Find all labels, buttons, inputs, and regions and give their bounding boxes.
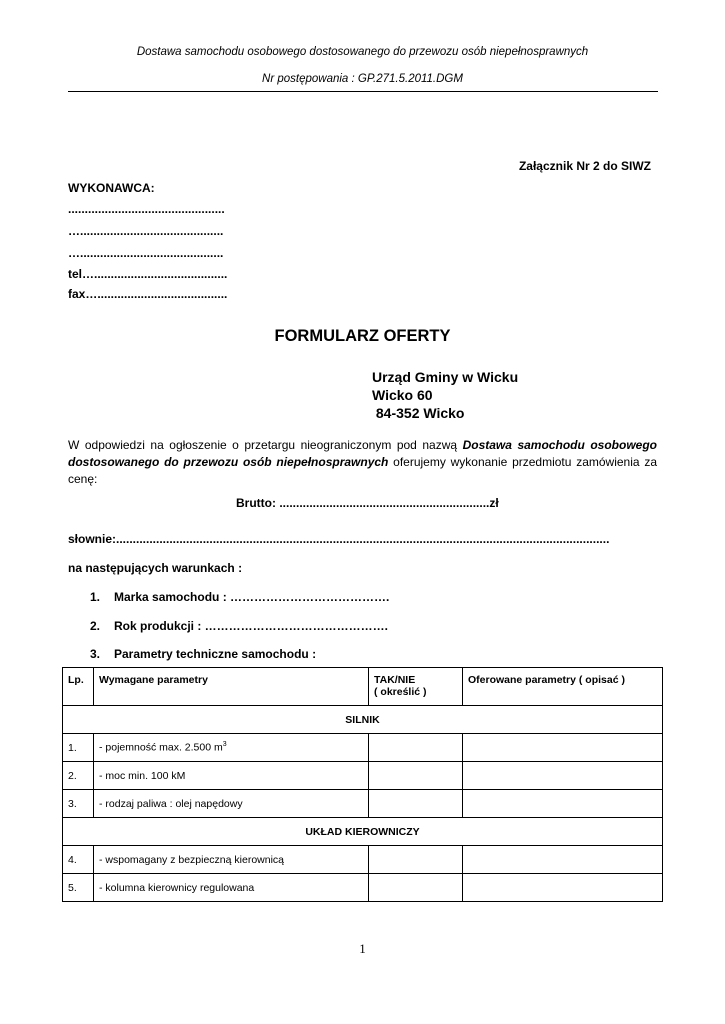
list-item-parameters [90, 647, 316, 661]
technical-parameters-table [62, 667, 663, 902]
list-number: 3. [90, 647, 101, 661]
document-header-reference: Nr postępowania : GP.271.5.2011.DGM [262, 73, 463, 85]
list-item-brand [90, 590, 389, 604]
attachment-label: Załącznik Nr 2 do SIWZ [518, 159, 651, 173]
row-requirement: - kolumna kierownicy regulowana [94, 874, 369, 902]
row-offered-cell[interactable] [463, 874, 663, 902]
recipient-address [372, 368, 518, 422]
row-lp: 4. [63, 846, 94, 874]
contractor-line: …........................................... [68, 246, 224, 260]
page-number: 1 [359, 941, 366, 956]
header-divider [68, 91, 658, 92]
header-yes-no-label: TAK/NIE [374, 674, 416, 686]
row-lp: 3. [63, 790, 94, 818]
table-section-row [63, 818, 663, 846]
header-offered-parameters: Oferowane parametry ( opisać ) [463, 668, 663, 706]
contractor-line: ............................................... [68, 202, 225, 216]
table-header-row [63, 668, 663, 706]
row-requirement: - moc min. 100 kM [94, 762, 369, 790]
document-header-title: Dostawa samochodu osobowego dostosowanego do przewozu osób niepełnosprawnych [136, 46, 589, 58]
row-lp: 2. [63, 762, 94, 790]
header-required-parameters: Wymagane parametry [94, 668, 369, 706]
contractor-phone-line: tel…........................................ [68, 267, 228, 281]
row-yes-no-cell[interactable] [369, 762, 463, 790]
table-row [63, 734, 663, 762]
intro-text-end: oferujemy wykonanie przedmiotu zamówienia za cenę: [68, 455, 657, 486]
row-yes-no-cell[interactable] [369, 790, 463, 818]
row-requirement [94, 734, 369, 762]
row-requirement-text: - pojemność max. 2.500 m [99, 741, 223, 754]
header-yes-no [369, 668, 463, 706]
recipient-line: Urząd Gminy w Wicku [372, 369, 519, 385]
intro-text: W odpowiedzi na ogłoszenie o przetargu nieograniczonym pod nazwą [68, 438, 463, 452]
row-yes-no-cell[interactable] [369, 734, 463, 762]
recipient-line: 84-352 Wicko [372, 405, 465, 421]
header-lp: Lp. [63, 668, 94, 706]
row-requirement: - rodzaj paliwa : olej napędowy [94, 790, 369, 818]
table-section-row [63, 706, 663, 734]
row-offered-cell[interactable] [463, 762, 663, 790]
table-row [63, 874, 663, 902]
list-text: Marka samochodu : …………………………………. [114, 590, 390, 604]
header-yes-no-hint: ( określić ) [374, 686, 427, 698]
contractor-label: WYKONAWCA: [68, 181, 155, 195]
recipient-line: Wicko 60 [372, 387, 433, 403]
row-offered-cell[interactable] [463, 790, 663, 818]
superscript-unit: 3 [222, 741, 227, 749]
contractor-line: …........................................... [68, 224, 224, 238]
row-offered-cell[interactable] [463, 734, 663, 762]
list-item-year [90, 619, 388, 633]
form-title: FORMULARZ OFERTY [274, 327, 451, 345]
conditions-label: na następujących warunkach : [68, 561, 243, 575]
list-text: Parametry techniczne samochodu : [114, 647, 317, 661]
table-row [63, 790, 663, 818]
list-number: 2. [90, 619, 101, 633]
section-steering: UKŁAD KIEROWNICZY [63, 818, 663, 846]
row-yes-no-cell[interactable] [369, 846, 463, 874]
tender-name: Dostawa samochodu osobowego dostosowanego do przewozu osób niepełnosprawnych [68, 438, 657, 469]
row-lp: 1. [63, 734, 94, 762]
intro-paragraph [68, 437, 657, 488]
list-number: 1. [90, 590, 101, 604]
gross-price-line: Brutto: ...............................................................zł [236, 496, 499, 510]
list-text: Rok produkcji : ………………………………………. [114, 619, 389, 633]
contractor-fax-line: fax…....................................... [68, 287, 228, 301]
row-lp: 5. [63, 874, 94, 902]
table-row [63, 846, 663, 874]
section-engine: SILNIK [63, 706, 663, 734]
row-offered-cell[interactable] [463, 846, 663, 874]
price-in-words-line: słownie:.................................................................................................................................................... [68, 532, 610, 546]
row-yes-no-cell[interactable] [369, 874, 463, 902]
table-row [63, 762, 663, 790]
row-requirement: - wspomagany z bezpieczną kierownicą [94, 846, 369, 874]
